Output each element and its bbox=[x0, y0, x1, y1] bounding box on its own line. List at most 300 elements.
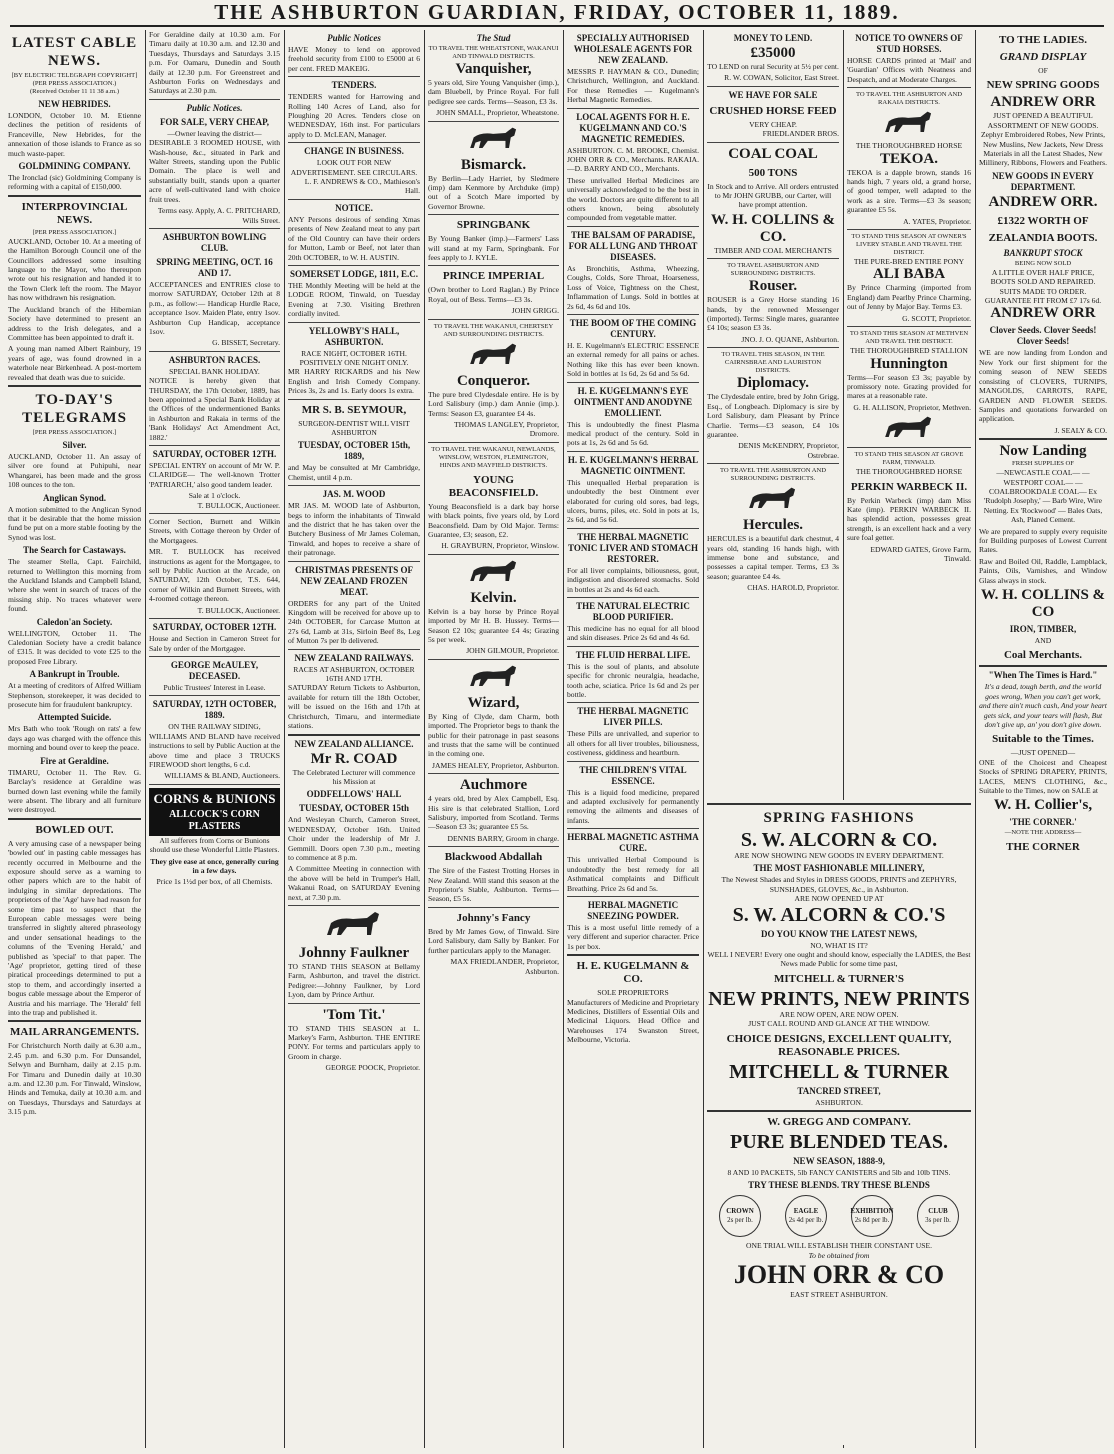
divider bbox=[149, 784, 280, 785]
ad-text: The pure bred Clydesdale entire. He is by Lord Salisbury (imp.) dam Annie (imp.). Terms: Season £3, guarantee £4 4s. bbox=[428, 389, 559, 418]
ad-subheading: TO STAND THIS SEASON AT METHVEN AND TRAVEL THE DISTRICT. bbox=[849, 330, 969, 346]
blend-name: CROWN bbox=[726, 1207, 754, 1216]
divider bbox=[288, 905, 420, 906]
divider bbox=[149, 99, 280, 100]
column-5 bbox=[567, 30, 699, 1448]
ad-subheading: TIMBER AND COAL MERCHANTS bbox=[714, 245, 832, 255]
ad-heading: TEKOA. bbox=[880, 150, 938, 167]
ad-heading: H. E. KUGELMANN'S HERBAL MAGNETIC OINTMENT. bbox=[567, 454, 699, 476]
ad-subheading: NEW GOODS IN EVERY DEPARTMENT. bbox=[992, 170, 1094, 192]
ad-heading: NEW ZEALAND RAILWAYS. bbox=[294, 652, 414, 663]
ad-subheading: TO TRAVEL THE ASHBURTON AND RAKAIA DISTRICTS. bbox=[855, 91, 963, 107]
ad-text: DESIRABLE 3 ROOMED HOUSE, with Wash-house, &c., situated in Park and Walter Streets, standing upon the Public Domain. The place is well and substantially built, stands upon a quarter acre of well-cultivated land with choice fruit trees. bbox=[149, 138, 280, 204]
divider bbox=[567, 828, 699, 829]
ad-heading: THE FLUID HERBAL LIFE. bbox=[575, 649, 691, 660]
divider bbox=[149, 228, 280, 229]
ad-text: JUST OPENED A BEAUTIFUL ASSORTMENT OF NEW GOODS. Zephyr Embroidered Robes, New Prints, New Muslins, New Jackets, New Dress Materials in all the Latest Shades, New Millinery, Ribbons, Flowers and Feathers. bbox=[979, 111, 1107, 168]
ad-text: The Newest Shades and Styles in DRESS GOODS, PRINTS and ZEPHYRS, SUNSHADES, GLOVES, &c., in Ashburton. bbox=[721, 875, 957, 894]
divider bbox=[288, 322, 420, 323]
ad-heading: W. H. COLLINS & CO bbox=[980, 587, 1106, 620]
divider bbox=[149, 351, 280, 352]
ad-subheading: TO TRAVEL THE WHEATSTONE, WAKANUI AND TINWALD DISTRICTS. bbox=[428, 45, 559, 60]
divider bbox=[288, 1003, 420, 1004]
ad-heading: Hercules. bbox=[742, 517, 804, 534]
ad-heading: YOUNG BEACONSFIELD. bbox=[448, 473, 539, 499]
ad-heading: Auchmore bbox=[459, 777, 528, 794]
ad-text: This is a liquid food medicine, prepared and adapted exclusively for permanently removing the ailments and diseases of infants. bbox=[567, 787, 699, 825]
column-divider bbox=[284, 30, 285, 1448]
ad-text: MR. T. BULLOCK has received instructions as agent for the Mortgagee, to sell by Public Auction at the Arcade, on SATURDAY, 12th October, T.S. 644, corner of Wilkin and Burnett Streets, with 4-roomed cottage thereon. bbox=[149, 547, 280, 604]
ad-subheading: THE THOROUGHBRED HORSE bbox=[855, 467, 963, 477]
ad-subheading: TO TRAVEL THE ASHBURTON AND SURROUNDING DISTRICTS. bbox=[719, 467, 827, 483]
ad-text: —NEWCASTLE COAL— —WESTPORT COAL— —COALBROOKDALE COAL— Ex 'Rudolph Josephy,' — Barb Wire, Wire Netting. Ex 'Rockwood' — Bales Oats, Ash, Planed Cement. bbox=[983, 468, 1103, 525]
ad-subheading: TO TRAVEL THE WAKANUI, CHERTSEY AND SURROUNDING DISTRICTS. bbox=[433, 322, 554, 338]
ad-text: Manufacturers of Medicine and Proprietary Medicines, Distillers of Essential Oils and Medicinal Liquors. Head Office and Warehouses 174 Swanston Street, Melbourne, Victoria. bbox=[567, 997, 699, 1045]
article-text: The Auckland branch of the Hibernian Society have determined to present an address to the Irish delegates, and a Committee has been appointed to draft it. bbox=[8, 304, 141, 342]
ad-signature: JOHN SMALL, Proprietor, Wheatstone. bbox=[436, 108, 559, 118]
ad-subheading: SPECIAL BANK HOLIDAY. bbox=[169, 366, 260, 376]
ad-text: Kelvin is a bay horse by Prince Royal imported by Mr H. B. Hussey. Terms—Season £2 10s; guarantee £4 4s; Grazing 5s per week. bbox=[428, 606, 559, 644]
ad-signature: THOMAS LANGLEY, Proprietor, Dromore. bbox=[453, 419, 559, 439]
ad-subheading: DO YOU KNOW THE LATEST NEWS, bbox=[760, 928, 918, 939]
ad-heading: NEW SPRING GOODS bbox=[986, 79, 1100, 92]
ad-heading: SATURDAY, OCTOBER 12TH. bbox=[152, 449, 277, 459]
divider bbox=[428, 773, 559, 774]
ad-heading: ANDREW ORR bbox=[990, 94, 1096, 111]
column-8 bbox=[979, 30, 1107, 1448]
article-text: A very amusing case of a newspaper being 'bowled out' in pasting cable messages has recently occurred in Melbourne and the exposure should serve as a warning to other papers which are to the habit of indulging in similar depredations. The proprietors of the 'Age' have had reason for some time past to suspect that the European cable messages were being transferred in slightly altered phraseology and under sensational headings to the columns of the 'Evening Herald,' and published as 'special' to that paper. The 'Age' proprietor, getting tired of these piratical proceedings determined to put a stop to them, and accordingly inserted a bogus cable message about the Emperor of Austria and his marriage. The 'Herald' fell into the trap and published it. bbox=[8, 838, 141, 1018]
ad-text: ARE NOW OPEN, ARE NOW OPEN. bbox=[779, 1009, 899, 1019]
ad-heading: Diplomacy. bbox=[736, 375, 810, 392]
ad-heading: SPRINGBANK bbox=[456, 219, 531, 232]
ad-heading: 'Tom Tit.' bbox=[322, 1006, 386, 1023]
ad-heading: Clover Seeds. Clover Seeds! Clover Seeds! bbox=[989, 325, 1097, 347]
divider bbox=[567, 108, 699, 109]
ad-heading: TENDERS. bbox=[331, 80, 377, 91]
ad-text: ONE of the Choicest and Cheapest Stocks of SPRING DRAPERY, PRINTS, LACES, MEN'S CLOTHING, &c., Suitable to the Times, now on SALE at bbox=[979, 757, 1107, 796]
column-2 bbox=[149, 30, 280, 1448]
ad-heading: THE HERBAL MAGNETIC LIVER PILLS. bbox=[577, 706, 689, 728]
divider bbox=[428, 907, 559, 908]
ad-text: By Perkin Warbeck (imp) dam Miss Kate (imp). PERKIN WARBECK II. has splendid action, possesses great strength, is an excellent hack and a very sure foal getter. bbox=[847, 495, 971, 543]
ad-text: HORSE CARDS printed at 'Mail' and 'Guardian' Offices with Neatness and Despatch, and at Moderate Charges. bbox=[847, 56, 971, 84]
ad-text: By Young Banker (imp.)—Farmers' Lass will stand at my Farm, Springbank. For fees apply to J. KYLE. bbox=[428, 234, 559, 263]
ad-text: MR HARRY RICKARDS and his New English and Irish Comedy Company. Prices 3s, 2s and 1s. Early doors 1s extra. bbox=[288, 367, 420, 396]
ad-heading: PURE BLENDED TEAS. bbox=[729, 1131, 949, 1154]
ad-text: TEKOA is a dapple brown, stands 16 hands high, 7 years old, a grand horse, of good temper, well adapted to the work as a sire. Terms—£3 3s season; guarantee £5 5s. bbox=[847, 167, 971, 215]
ad-heading: THE CORNER bbox=[1006, 841, 1080, 854]
byline: (PER PRESS ASSOCIATION.) bbox=[32, 80, 117, 87]
divider bbox=[567, 702, 699, 703]
horse-icon bbox=[877, 109, 941, 139]
ad-heading: HERBAL MAGNETIC SNEEZING POWDER. bbox=[587, 899, 679, 921]
ad-heading: £1322 WORTH OF bbox=[997, 214, 1089, 227]
divider bbox=[847, 447, 971, 448]
ad-heading: THE HERBAL MAGNETIC TONIC LIVER AND STOMACH RESTORER. bbox=[568, 531, 698, 564]
ad-signature: L. F. ANDREWS & CO., Mathieson's Hall. bbox=[304, 177, 420, 196]
article-text: TIMARU, October 11. The Rev. G. Barclay's residence at Geraldine was burned down last evening while the family were absent. The library and all furniture were destroyed. bbox=[8, 767, 141, 815]
article-text: AUCKLAND, October 11. An assay of silver ore found at Puhipuhi, near Whangarei, has been made and the gross 108 ounces to the ton. bbox=[8, 451, 141, 490]
ad-heading: ANDREW ORR bbox=[990, 305, 1096, 322]
ad-text: WELL I NEVER! Every one ought and should know, especially the LADIES, the Best News made Public for some time past, bbox=[707, 950, 971, 969]
section-heading: The Stud bbox=[476, 33, 511, 43]
ad-subheading: TRY THESE BLENDS. TRY THESE BLENDS bbox=[748, 1180, 930, 1191]
ad-subheading: ASHBURTON bbox=[331, 427, 377, 437]
ad-heading: HERBAL MAGNETIC ASTHMA CURE. bbox=[567, 832, 699, 854]
article-heading: NEW HEBRIDES. bbox=[38, 99, 111, 109]
ad-text: ARE NOW OPENED UP AT bbox=[794, 894, 884, 904]
divider bbox=[288, 485, 420, 486]
blend-price: 2s 4d per lb. bbox=[788, 1216, 824, 1225]
ad-text: OF bbox=[1038, 66, 1048, 75]
ad-heading: JAS. M. WOOD bbox=[322, 489, 386, 500]
ad-text: —JUST OPENED— bbox=[1010, 748, 1076, 758]
section-heading: INTERPROVINCIAL NEWS. bbox=[21, 200, 128, 226]
ad-text: HAVE Money to lend on approved freehold security from £100 to £5000 at 6 per cent. FRED MAKEIG. bbox=[288, 45, 420, 73]
ad-text: As Bronchitis, Asthma, Wheezing, Coughs, Colds, Sore Throat, Hoarseness, Loss of Voice, Tightness on the Chest, Inflammation of Lungs. Sold in bottles at 2s 6d, 4s 6d and 10s. bbox=[567, 263, 699, 311]
ad-signature: G. SCOTT, Proprietor. bbox=[902, 313, 971, 323]
ad-heading: THE NATURAL ELECTRIC BLOOD PURIFIER. bbox=[576, 601, 690, 622]
divider bbox=[149, 445, 280, 446]
article-heading: The Search for Castaways. bbox=[23, 545, 126, 556]
ad-text: In Stock and to Arrive. All orders entrusted to Mr JOHN GRUBB, our Carter, will have prompt attention. bbox=[707, 181, 839, 210]
column-divider bbox=[703, 30, 704, 1448]
divider bbox=[428, 846, 559, 847]
ad-signature: FRIEDLANDER BROS. bbox=[762, 129, 839, 139]
ad-text: TO LEND on rural Security at 5½ per cent. bbox=[707, 62, 839, 71]
column-7 bbox=[847, 30, 971, 798]
column-divider bbox=[975, 30, 976, 1448]
divider bbox=[847, 326, 971, 327]
divider bbox=[707, 142, 839, 143]
divider bbox=[567, 896, 699, 897]
ad-heading: W. H. COLLINS & CO. bbox=[710, 211, 836, 245]
ad-signature: CHAS. HAROLD, Proprietor. bbox=[747, 583, 839, 593]
ad-signature: G. BISSET, Secretary. bbox=[212, 338, 280, 348]
ad-heading: CORNS & BUNIONS bbox=[153, 790, 276, 806]
ad-address: EAST STREET ASHBURTON. bbox=[790, 1290, 888, 1300]
divider bbox=[567, 451, 699, 452]
ad-subheading: Public Trustees' Interest in Lease. bbox=[163, 682, 266, 692]
article-text: At a meeting of creditors of Alfred William Stephenson, storekeeper, it was decided to prosecute him for fraudulent bankruptcy. bbox=[8, 681, 141, 710]
divider bbox=[288, 265, 420, 266]
ad-heading: MITCHELL & TURNER'S bbox=[774, 972, 904, 985]
masthead: THE ASHBURTON GUARDIAN, FRIDAY, OCTOBER 11, 1889. bbox=[214, 0, 900, 24]
ad-text: AND bbox=[1034, 636, 1052, 645]
ad-text: To be obtained from bbox=[808, 1250, 870, 1260]
divider bbox=[567, 528, 699, 529]
ad-subheading: IRON, TIMBER, bbox=[1009, 624, 1077, 634]
ad-text: And Wesleyan Church, Cameron Street, WEDNESDAY, October 16th. United Choir under the leadership of Mr J. Gemmill. Doors open 7.30 p.m., meeting to commence at 8 p.m. bbox=[288, 815, 420, 862]
ad-subheading: FRESH SUPPLIES OF bbox=[1012, 460, 1074, 468]
ad-text: WE are now landing from London and New York our first shipment for the coming season of NEW SEEDS consisting of CLOVERS, TURNIPS, MANGOLDS, CARROTS, RAPE, GARDEN AND FLOWER SEEDS. Samples and quotations forwarded on application. bbox=[979, 348, 1107, 424]
ad-text: The Clydesdale entire, bred by John Grigg, Esq., of Longbeach. Diplomacy is sire by Lord Salisbury, dam Pleasant by Prince Charlie. Terms—£3 season, £4 10s guarantee. bbox=[707, 392, 839, 439]
section-heading: MAIL ARRANGEMENTS. bbox=[10, 1026, 139, 1039]
horse-icon bbox=[877, 414, 941, 444]
article-heading: A Bankrupt in Trouble. bbox=[29, 669, 120, 680]
ad-heading: FOR SALE, VERY CHEAP, bbox=[159, 116, 270, 127]
corns-ad bbox=[149, 788, 280, 836]
ad-subheading: TO TRAVEL THIS SEASON, IN THE CAIRNSBRAE AND LAURISTON DISTRICTS. bbox=[721, 351, 825, 375]
received-time: (Received October 11 11 38 a.m.) bbox=[29, 88, 120, 95]
ad-subheading: TO STAND THIS SEASON AT OWNER'S LIVERY STABLE AND TRAVEL THE DISTRICT. bbox=[851, 233, 967, 257]
ad-text: All sufferers from Corns or Bunions should use these Wonderful Little Plasters. bbox=[149, 835, 280, 855]
ad-text: TENDERS wanted for Harrowing and Rolling 140 Acres of Land, also for Ploughing 20 Acres. Tenders close on WEDNESDAY, 16th inst. For particulars apply to D. McLEAN, Manager. bbox=[288, 92, 420, 139]
ad-heading: Bismarck. bbox=[460, 156, 527, 173]
divider bbox=[149, 656, 280, 657]
ad-heading: H. E. KUGELMANN & CO. bbox=[576, 960, 690, 986]
divider bbox=[288, 76, 420, 77]
ad-signature: DENNIS BARRY, Groom in charge. bbox=[447, 833, 559, 843]
ad-heading: Kelvin. bbox=[470, 589, 517, 606]
article-text: The steamer Stella, Capt. Fairchild, returned to Wellington this morning from the Auckland Islands and Campbell Island, where she went in search of traces of the missing ship. No traces whatever were found. bbox=[8, 557, 141, 614]
blend-name: EXHIBITION bbox=[850, 1207, 894, 1216]
ad-heading: "When The Times is Hard." bbox=[988, 670, 1098, 681]
ad-heading: Blackwood Abdallah bbox=[444, 851, 543, 864]
ad-heading: ALI BABA bbox=[872, 266, 946, 283]
ad-text: SPECIAL ENTRY on account of Mr W. P. CLARIDGE— The well-known Trotter 'PATRIARCH,' also good tandem leader. bbox=[149, 461, 280, 489]
ad-heading: SATURDAY, 12TH OCTOBER, 1889. bbox=[152, 699, 277, 721]
ad-text: GUARANTEE FIT FROM £7 17s 6d. bbox=[984, 296, 1102, 306]
divider bbox=[707, 347, 839, 348]
blend-name: EAGLE bbox=[793, 1207, 819, 1216]
ad-heading: COAL COAL bbox=[728, 145, 818, 162]
ad-text: ASHBURTON. C. M. BROOKE, Chemist. JOHN ORR & CO., Merchants. RAKAIA.—D. BARRY AND CO., Merchants. bbox=[567, 145, 699, 174]
ad-text: NOTICE is hereby given that THURSDAY, the 17th October, 1889, has been appointed a Special Bank Holiday at the Offices of the undermentioned Banks in Ashburton and Rakaia in terms of the 'Bank Holidays' Act Amendment Act, 1882.' bbox=[149, 376, 280, 442]
ad-text: SATURDAY Return Tickets to Ashburton, available for return till the 18th October, will be issued on the 16th and 17th at Christchurch, Timaru, and intermediate stations. bbox=[288, 683, 420, 731]
ad-signature: JNO. J. O. QUANE, Ashburton. bbox=[741, 334, 839, 344]
blend-price: 2s 8d per lb. bbox=[854, 1216, 890, 1225]
ad-heading: SPRING MEETING, OCT. 16 AND 17. bbox=[156, 256, 273, 278]
ad-text: This is undoubtedly the finest Plasma medical product of the century. Sold in pots at 1s, 2s 6d and 5s 6d. bbox=[567, 419, 699, 448]
column-1 bbox=[8, 30, 141, 1448]
horse-icon bbox=[319, 909, 389, 943]
ad-heading: NOTICE TO OWNERS OF STUD HORSES. bbox=[855, 33, 963, 54]
ad-subheading: THE MOST FASHIONABLE MILLINERY, bbox=[753, 863, 925, 874]
divider bbox=[288, 561, 420, 562]
ad-venue: ODDFELLOWS' HALL bbox=[306, 789, 402, 800]
ad-amount: £35000 bbox=[750, 45, 796, 61]
divider bbox=[428, 659, 559, 660]
ad-heading: Johnny's Fancy bbox=[456, 911, 531, 924]
divider bbox=[979, 665, 1107, 667]
ad-signature: T. BULLOCK, Auctioneer. bbox=[197, 605, 280, 615]
article-text: AUCKLAND, October 10. At a meeting of the Hamilton Borough Council one of the Councillors addressed some insulting language to the Mayor, who thereupon wrote out his resignation and handed it to the Town Clerk left the room. The Mayor has now withdrawn his resignation. bbox=[8, 236, 141, 303]
ad-heading: 500 TONS bbox=[748, 166, 798, 179]
ad-text: TO STAND THIS SEASON at Bellamy Farm, Ashburton, and travel the district. Pedigree:—Johnny Faulkner, by Lord Lyon, dam by Prince Arthur. bbox=[288, 961, 420, 1000]
article-heading: GOLDMINING COMPANY. bbox=[18, 161, 131, 172]
ad-text: ONE TRIAL WILL ESTABLISH THEIR CONSTANT USE. bbox=[745, 1241, 933, 1251]
divider bbox=[567, 382, 699, 383]
ad-text: JUST CALL ROUND AND GLANCE AT THE WINDOW. bbox=[748, 1019, 930, 1029]
article-heading: Caledon'an Society. bbox=[36, 616, 113, 627]
divider bbox=[847, 87, 971, 88]
ad-heading: SOMERSET LODGE, 1811, E.C. bbox=[289, 268, 419, 279]
ad-heading: TO THE LADIES. bbox=[999, 34, 1087, 46]
lower-ad-block bbox=[707, 800, 971, 1445]
ad-text: They give ease at once, generally curing in a few days. bbox=[150, 856, 279, 875]
ad-text: For all liver complaints, biliousness, gout, indigestion and disordered stomachs. Sold in bottles at 2s and 4s 6d each. bbox=[567, 565, 699, 594]
ad-heading: GRAND DISPLAY bbox=[999, 51, 1087, 63]
horse-icon bbox=[462, 558, 526, 588]
ad-subheading: THE THOROUGHBRED STALLION bbox=[850, 346, 968, 356]
ad-signature: H. GRAYBURN, Proprietor, Winslow. bbox=[441, 541, 559, 551]
ad-text: The Celebrated Lecturer will commence his Mission at bbox=[292, 767, 416, 786]
article-text: LONDON, October 10. M. Etienne declines the petition of residents of Franceville, New Hebrides, for the annexation of those islands to France as so much waste-paper. bbox=[8, 111, 141, 158]
divider bbox=[149, 513, 280, 514]
ad-text: ORDERS for any part of the United Kingdom will be received for above up to 24th OCTOBER, for Carcase Mutton at 27s 6d, Lamb at 31s, Sirloin Beef 8s, Leg of Mutton 7s per lb delivered. bbox=[288, 598, 420, 646]
divider bbox=[8, 385, 141, 387]
divider bbox=[567, 314, 699, 315]
ad-heading: Hunnington bbox=[870, 355, 948, 372]
ad-text: ACCEPTANCES and ENTRIES close to morrow SATURDAY, October 12th at 8 p.m., as follow:— Handicap Hurdle Race, acceptance 1sov. Maiden Plate, entry 1sov. Ashburton Cup Handicap, acceptance 1sov. bbox=[149, 279, 280, 336]
divider bbox=[707, 463, 839, 464]
divider bbox=[8, 195, 141, 197]
ad-subheading: 'THE CORNER.' bbox=[1009, 817, 1077, 828]
column-4 bbox=[428, 30, 559, 1448]
byline: [PER PRESS ASSOCIATION.] bbox=[32, 428, 117, 436]
ad-heading: WE HAVE FOR SALE bbox=[728, 89, 818, 100]
ad-heading: Johnny Faulkner bbox=[298, 944, 410, 961]
divider bbox=[567, 761, 699, 762]
ad-heading: PERKIN WARBECK II. bbox=[850, 480, 968, 493]
ad-text: MESSRS P. HAYMAN & CO., Dunedin; Christchurch, Wellington, and Auckland. For these Remedies — Kugelmann's Herbal Magnetic Remedies. bbox=[567, 67, 699, 105]
divider bbox=[428, 319, 559, 320]
ad-heading: ANDREW ORR. bbox=[988, 193, 1098, 210]
ad-text: House and Section in Cameron Street for Sale by order of the Mortgagee. bbox=[149, 634, 280, 653]
divider bbox=[567, 226, 699, 227]
ad-address: ASHBURTON. bbox=[815, 1097, 863, 1107]
ad-subheading: VERY CHEAP. bbox=[749, 119, 797, 129]
section-heading: Public Notices. bbox=[186, 102, 243, 113]
ad-signature: MAX FRIEDLANDER, Proprietor, Ashburton. bbox=[450, 957, 559, 976]
article-heading: Silver. bbox=[62, 439, 87, 450]
ad-heading: SATURDAY, OCTOBER 12TH. bbox=[152, 622, 277, 633]
ad-text: 8 AND 10 PACKETS, 5lb FANCY CANISTERS and 5lb and 10lb TINS. bbox=[727, 1168, 951, 1178]
ad-text: It's a dead, tough berth, and the world goes wrong, When you can't get work, and there ain't much cash, And your heart gets sick, and your tears will flash, But don't give up, an' you don't give down. bbox=[979, 682, 1107, 730]
ad-text: BOOTS SOLD AND REPAIRED. bbox=[990, 277, 1096, 287]
horse-icon bbox=[462, 341, 526, 371]
divider bbox=[288, 199, 420, 200]
ad-subheading: THE THOROUGHBRED HORSE bbox=[855, 141, 963, 151]
ad-text: This is a most useful little remedy of a very different and superior character. Price 1s per box. bbox=[567, 922, 699, 951]
ad-subheading: NEW SEASON, 1888-9, bbox=[793, 1156, 885, 1167]
blend-price: 2s per lb. bbox=[727, 1216, 753, 1225]
ad-heading: Now Landing bbox=[999, 443, 1087, 460]
divider bbox=[567, 646, 699, 647]
divider bbox=[567, 597, 699, 598]
ad-signature: Terms easy. Apply, A. C. PRITCHARD, Wills Street. bbox=[157, 206, 280, 225]
divider bbox=[707, 1110, 971, 1112]
column-3 bbox=[288, 30, 420, 1448]
ad-text: This is the soul of plants, and absolute specific for chronic neuralgia, headache, tooth ache, sciatica. Price 1s 6d and 2s per bottle. bbox=[567, 661, 699, 700]
divider bbox=[149, 695, 280, 696]
ad-heading: NOTICE. bbox=[335, 202, 373, 213]
ad-heading: NEW PRINTS, NEW PRINTS bbox=[708, 987, 970, 1010]
ad-heading: CHRISTMAS PRESENTS OF NEW ZEALAND FROZEN MEAT. bbox=[294, 564, 414, 597]
divider bbox=[428, 442, 559, 443]
horse-icon bbox=[741, 485, 805, 515]
ad-date: TUESDAY, OCTOBER 15th, 1889, bbox=[297, 440, 411, 462]
ad-heading: S. W. ALCORN & CO.'S bbox=[732, 903, 946, 926]
ad-signature: T. BULLOCK, Auctioneer. bbox=[197, 500, 280, 510]
ad-text: Terms—For season £3 3s; payable by promissory note. Grazing provided for mares at a reasonable rate. bbox=[847, 372, 971, 401]
ad-heading: THE BOOM OF THE COMING CENTURY. bbox=[569, 317, 697, 339]
ad-text: Bred by Mr James Gow, of Tinwald. Sire Lord Salisbury, dam Sally by Banker. For further particulars apply to the Manager. bbox=[428, 926, 559, 955]
ad-text: A Committee Meeting in connection with the above will be held in Trumper's Hall, Wakanui Road, on SATURDAY Evening next, at 7.30 p.m. bbox=[288, 864, 420, 902]
ad-signature: R. W. COWAN, Solicitor, East Street. bbox=[724, 73, 839, 83]
article-text: Mrs Bath who took 'Rough on rats' a few days ago was charged with the offence this morning and bound over to keep the peace. bbox=[8, 724, 141, 753]
ad-heading: Suitable to the Times. bbox=[992, 733, 1094, 746]
ad-text: Corner Section, Burnett and Wilkin Streets, with Cottage thereon by Order of the Mortgagees. bbox=[149, 517, 280, 545]
tea-blends bbox=[707, 1195, 971, 1237]
ad-text: This unrivalled Herbal Compound is undoubtedly the best remedy for all Asthmatical complaints and Difficult Breathing. Price 2s 6d and 5s. bbox=[567, 855, 699, 893]
ad-text: ANY Persons desirous of sending Xmas presents of New Zealand meat to any part of the Old Country can have their orders for Mutton, Lamb or Beef, not later than 20th OCTOBER, to W. H. AUSTIN. bbox=[288, 214, 420, 262]
section-heading: Public Notices bbox=[327, 33, 381, 43]
divider bbox=[847, 229, 971, 230]
ad-heading: SPECIALLY AUTHORISED WHOLESALE AGENTS FOR NEW ZEALAND. bbox=[573, 33, 693, 65]
ad-heading: Vanquisher, bbox=[455, 61, 532, 77]
ad-text: Sale at 1 o'clock. bbox=[188, 491, 241, 501]
ad-text: and May be consulted at Mr Cambridge, Chemist, until 4 p.m. bbox=[288, 463, 420, 482]
article-text: The Ironclad (sic) Goldmining Company is reforming with a capital of £150,000. bbox=[8, 173, 141, 192]
ad-heading: ASHBURTON RACES. bbox=[168, 354, 261, 365]
ad-heading: THE BALSAM OF PARADISE, FOR ALL LUNG AND THROAT DISEASES. bbox=[568, 229, 698, 262]
cable-news-heading: LATEST CABLE NEWS. bbox=[11, 35, 138, 69]
divider bbox=[149, 618, 280, 619]
article-text: A motion submitted to the Anglican Synod that it be desirable that the home mission fund be put on a more stable footing by the Synod was lost. bbox=[8, 504, 141, 542]
ad-date: TUESDAY, OCTOBER 15th bbox=[299, 803, 409, 814]
ad-text: THE Monthly Meeting will be held at the LODGE ROOM, Tinwald, on Tuesday Evening at 7.30. Visiting Brethren cordially invited. bbox=[288, 280, 420, 319]
ad-address: TANCRED STREET, bbox=[797, 1085, 881, 1096]
ad-signature: JOHN GILMOUR, Proprietor. bbox=[466, 646, 559, 656]
ad-subheading: THE PURE-BRED ENTIRE PONY bbox=[853, 257, 965, 267]
ad-text: 4 years old, bred by Alex Campbell, Esq. His sire is that celebrated Stallion, Lord Salisbury, imported from Scotland. Terms—Season £3 3s; guarantee £5 5s. bbox=[428, 794, 559, 832]
article-text: For Christchurch North daily at 6.30 a.m., 2.45 p.m. and 6.30 p.m. For Dunsandel, Selwyn and Burnham, daily at 2.15 p.m. For Timaru and Dunedin daily at 10.30 a.m. and 12.30 p.m. For Tinwald, Winslow, Hinds and Temuka, daily at 10.30 a.m. and on Tuesdays, Thursdays and Saturdays at 3.15 p.m. bbox=[8, 1041, 141, 1117]
ad-subheading: RACE NIGHT, OCTOBER 16TH. bbox=[301, 348, 407, 358]
ad-heading: MONEY TO LEND. bbox=[733, 33, 813, 43]
column-divider bbox=[145, 30, 146, 1448]
ad-signature: G. H. ALLISON, Proprietor, Methven. bbox=[853, 402, 971, 412]
ad-text: These unrivalled Herbal Medicines are universally acknowledged to be the best in the world. Doctors are quite different to all others known, being absolutely compounded from vegetable matter. bbox=[567, 175, 699, 223]
ad-text: H. E. Kugelmann's ELECTRIC ESSENCE an external remedy for all pains or aches. Nothing like this has ever been known. Sold in bottles at 1s 6d, 2s 6d and 5s 6d. bbox=[567, 340, 699, 379]
article-text: WELLINGTON, October 11. The Caledonian Society have a credit balance of £315. It was decided to vote £25 to the proposed Free Library. bbox=[8, 628, 141, 666]
column-divider bbox=[563, 30, 564, 1448]
ad-heading: LOCAL AGENTS FOR H. E. KUGELMANN AND CO.'S MAGNETIC REMEDIES. bbox=[576, 111, 690, 144]
ad-heading: H. E. KUGELMANN'S EYE OINTMENT AND ANODYNE EMOLLIENT. bbox=[573, 385, 693, 418]
article-text: A young man named Albert Rainbury, 19 years of age, was found drowned in a waterhole near Birkenhead. A post-mortem revealed that death was due to suicide. bbox=[8, 344, 141, 382]
ad-text: We are prepared to supply every requisite for Building purposes of Lowest Current Rates. bbox=[979, 526, 1107, 555]
ad-subheading: SOLE PROPRIETORS bbox=[597, 988, 669, 998]
ad-text: By Berlin—Lady Harriet, by Sledmere (imp) dam Kenmore by Archduke (imp) out of a Scotch Mare imported by Governor Browne. bbox=[428, 173, 559, 211]
ad-heading: W. GREGG AND COMPANY. bbox=[767, 1116, 911, 1129]
divider bbox=[567, 954, 699, 956]
ad-subheading: RACES AT ASHBURTON, OCTOBER 16TH AND 17TH. bbox=[293, 664, 415, 684]
divider bbox=[428, 214, 559, 215]
ad-subheading: TO TRAVEL THE WAKANUI, NEWLANDS, WINSLOW, WESTON, FLEMINGTON, HINDS AND MAYFIELD DISTRICTS. bbox=[431, 445, 556, 469]
ad-heading: SPRING FASHIONS bbox=[763, 810, 915, 826]
ad-heading: Conqueror. bbox=[457, 372, 530, 389]
divider bbox=[8, 818, 141, 820]
ad-text: A LITTLE OVER HALF PRICE, bbox=[991, 267, 1095, 277]
ad-heading: BANKRUPT STOCK bbox=[1003, 247, 1083, 258]
ad-text: By King of Clyde, dam Charm, both imported. The Proprietor begs to thank the public for their patronage in past seasons and trusts that the same will be continued in the coming one. bbox=[428, 711, 559, 759]
tea-blend-badge bbox=[851, 1195, 893, 1237]
divider bbox=[288, 142, 420, 143]
ad-heading: THE CHILDREN'S VITAL ESSENCE. bbox=[579, 764, 687, 786]
divider bbox=[707, 258, 839, 259]
ad-subheading: BEING NOW SOLD bbox=[1014, 259, 1072, 267]
